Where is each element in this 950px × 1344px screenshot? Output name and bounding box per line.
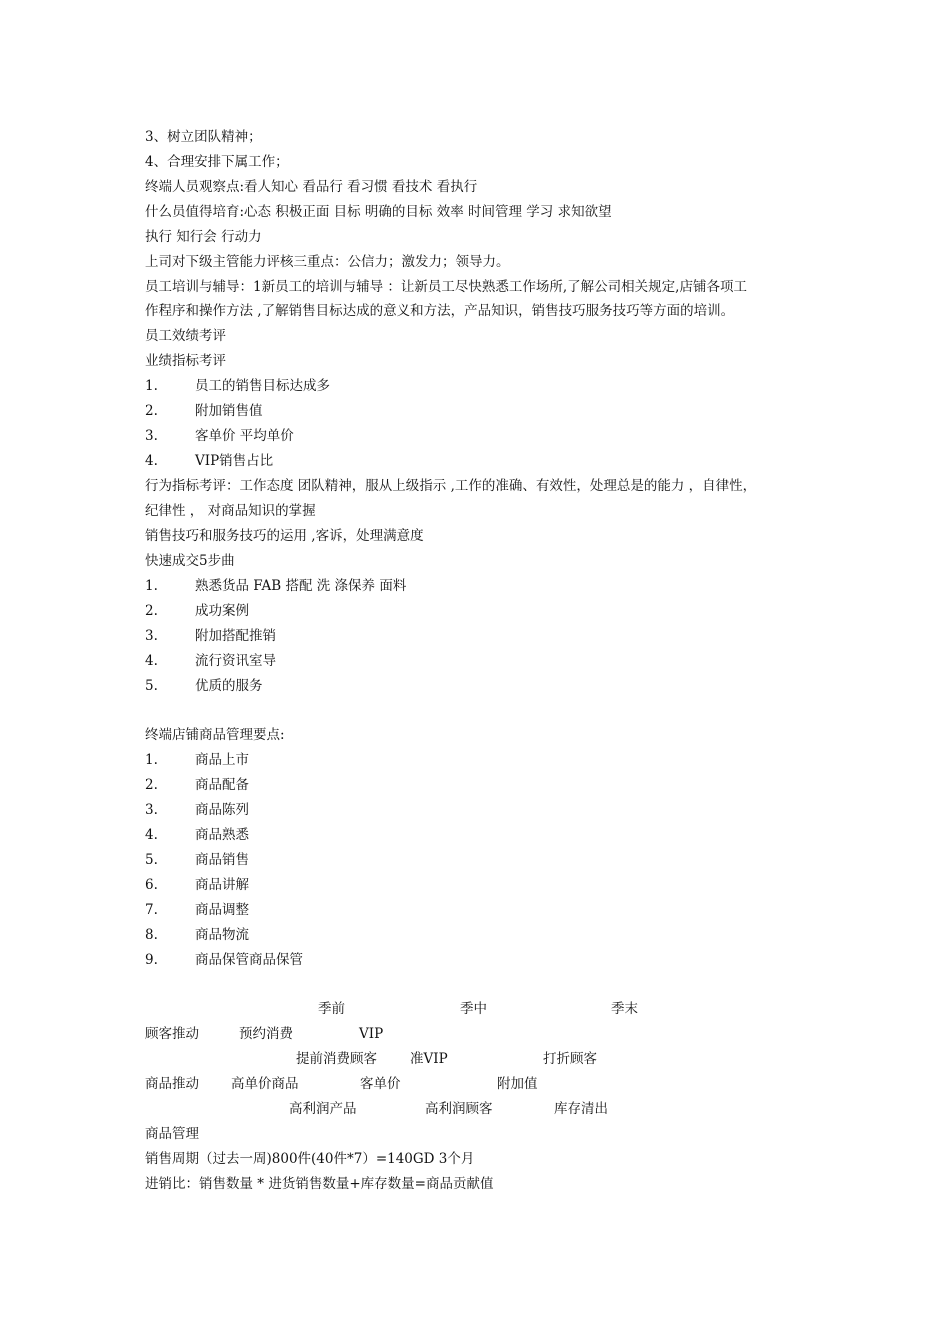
list-number: 5.: [145, 678, 158, 694]
season-header-pre: 季前: [318, 1001, 345, 1017]
section-heading: 快速成交5步曲: [145, 553, 235, 569]
text-line: 3、树立团队精神；: [145, 129, 262, 145]
text-line: 终端人员观察点:看人知心 看品行 看习惯 看技术 看执行: [145, 179, 478, 195]
list-number: 3.: [145, 628, 158, 644]
list-number: 3.: [145, 802, 158, 818]
text-line: 员工培训与辅导：1新员工的培训与辅导 ：让新员工尽快熟悉工作场所,了解公司相关规定,店铺各项工: [145, 279, 747, 295]
list-number: 3.: [145, 428, 158, 444]
text-line: 行为指标考评：工作态度 团队精神，服从上级指示 ,工作的准确、有效性，处理总是的能力 ，自律性，: [145, 478, 757, 494]
list-number: 2.: [145, 603, 158, 619]
list-number: 1.: [145, 578, 158, 594]
section-heading: 商品管理: [145, 1126, 199, 1142]
list-number: 4.: [145, 653, 158, 669]
list-number: 2.: [145, 777, 158, 793]
text-line: 什么员值得培育:心态 积极正面 目标 明确的目标 效率 时间管理 学习 求知欲望: [145, 204, 612, 220]
list-number: 4.: [145, 453, 158, 469]
list-number: 8.: [145, 927, 158, 943]
section-heading: 业绩指标考评: [145, 353, 226, 369]
text-line: 4、合理安排下属工作；: [145, 154, 289, 170]
season-cell: 高利润顾客: [425, 1101, 493, 1117]
list-item: 商品上市: [195, 752, 249, 768]
text-line: 上司对下级主管能力评核三重点：公信力；激发力；领导力。: [145, 254, 510, 270]
list-item: 商品销售: [195, 852, 249, 868]
section-heading: 员工效绩考评: [145, 328, 226, 344]
list-item: 商品调整: [195, 902, 249, 918]
text-line: 销售周期（过去一周)800件(40件*7）=140GD 3个月: [145, 1151, 475, 1167]
text-line: 销售技巧和服务技巧的运用 ,客诉，处理满意度: [145, 528, 424, 544]
text-line: 纪律性 ， 对商品知识的掌握: [145, 503, 316, 519]
season-cell: 准VIP: [410, 1051, 448, 1067]
season-cell: 附加值: [497, 1076, 538, 1092]
season-cell: 客单价: [360, 1076, 401, 1092]
row-label: 商品推动: [145, 1076, 199, 1092]
list-item: 优质的服务: [195, 678, 263, 694]
list-item: 商品熟悉: [195, 827, 249, 843]
list-item: 商品讲解: [195, 877, 249, 893]
section-heading: 终端店铺商品管理要点:: [145, 727, 285, 743]
list-item: 熟悉货品 FAB 搭配 洗 涤保养 面料: [195, 578, 407, 594]
list-item: 流行资讯室导: [195, 653, 276, 669]
list-item: 员工的销售目标达成多: [195, 378, 330, 394]
list-number: 6.: [145, 877, 158, 893]
list-number: 4.: [145, 827, 158, 843]
season-header-end: 季末: [611, 1001, 638, 1017]
list-item: 附加搭配推销: [195, 628, 276, 644]
list-item: VIP销售占比: [195, 453, 274, 469]
season-cell: VIP: [359, 1026, 384, 1042]
list-item: 成功案例: [195, 603, 249, 619]
season-cell: 高利润产品: [289, 1101, 357, 1117]
season-cell: 提前消费顾客: [296, 1051, 377, 1067]
text-line: 进销比：销售数量 * 进货销售数量+库存数量=商品贡献值: [145, 1176, 494, 1192]
season-header-mid: 季中: [460, 1001, 487, 1017]
season-cell: 库存清出: [554, 1101, 608, 1117]
list-number: 9.: [145, 952, 158, 968]
text-line: 执行 知行会 行动力: [145, 229, 262, 245]
text-line: 作程序和操作方法 ,了解销售目标达成的意义和方法，产品知识，销售技巧服务技巧等方面的培训。: [145, 303, 735, 319]
season-cell: 预约消费: [239, 1026, 293, 1042]
row-label: 顾客推动: [145, 1026, 199, 1042]
list-number: 1.: [145, 378, 158, 394]
list-number: 2.: [145, 403, 158, 419]
season-cell: 高单价商品: [231, 1076, 299, 1092]
list-item: 商品保管商品保管: [195, 952, 303, 968]
list-number: 1.: [145, 752, 158, 768]
list-number: 7.: [145, 902, 158, 918]
list-item: 客单价 平均单价: [195, 428, 294, 444]
season-cell: 打折顾客: [543, 1051, 597, 1067]
list-item: 商品陈列: [195, 802, 249, 818]
list-item: 商品配备: [195, 777, 249, 793]
list-number: 5.: [145, 852, 158, 868]
list-item: 商品物流: [195, 927, 249, 943]
list-item: 附加销售值: [195, 403, 263, 419]
